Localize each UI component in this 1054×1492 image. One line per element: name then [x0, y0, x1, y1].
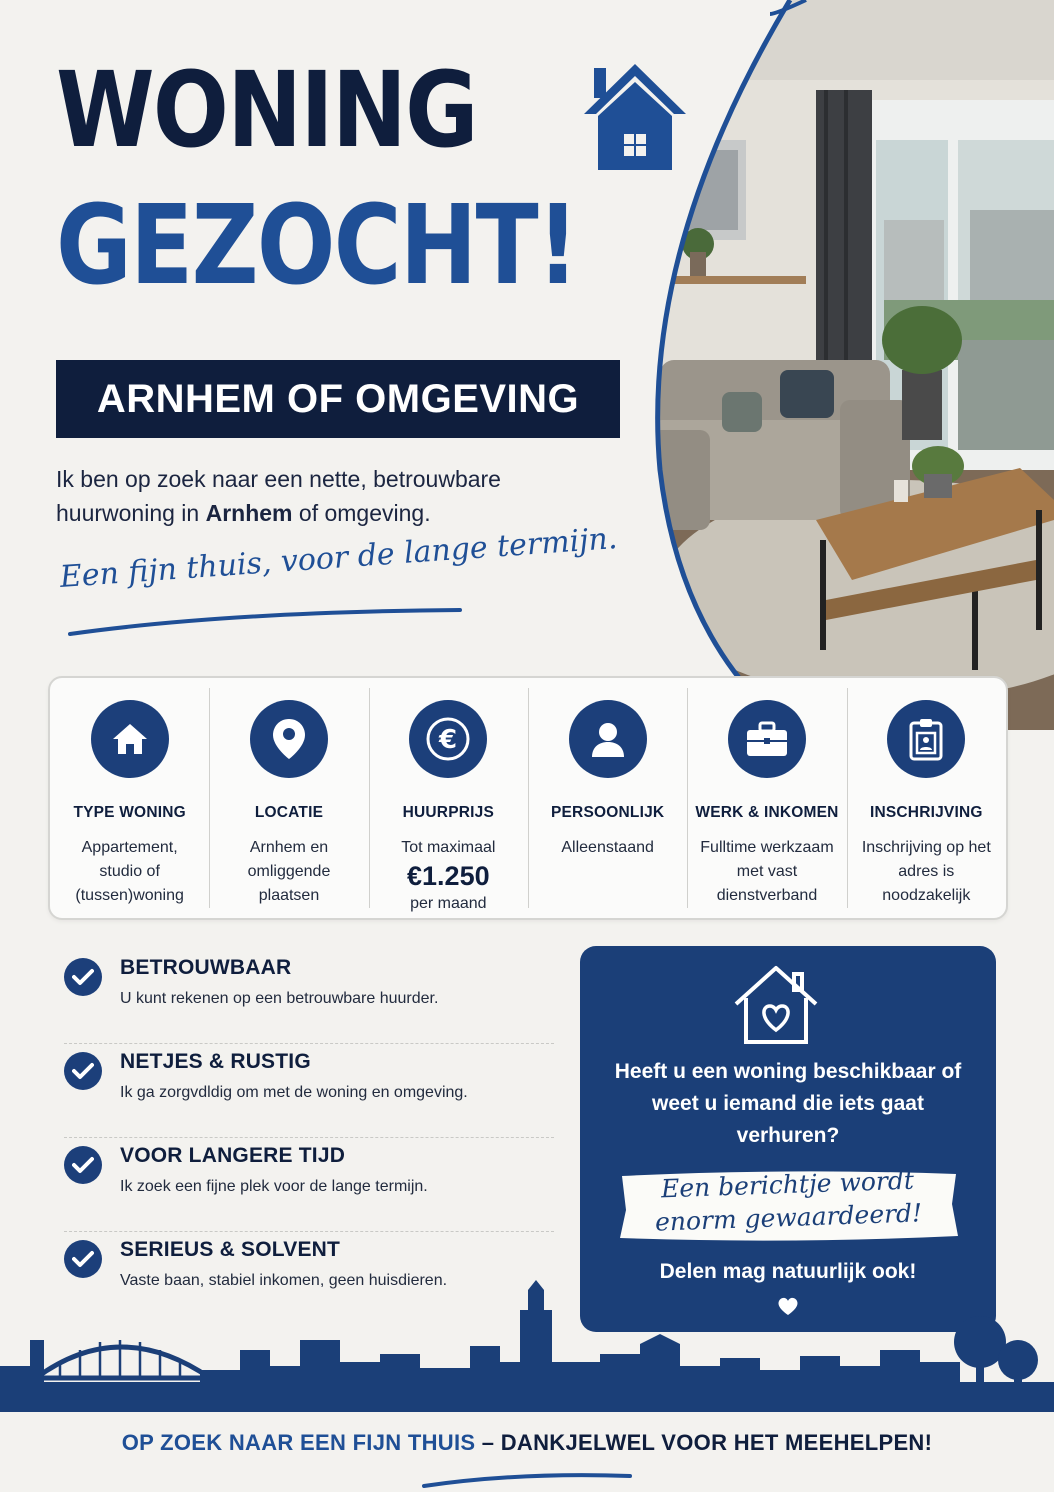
footer-text: [0, 1412, 1054, 1456]
footer: [0, 1412, 1054, 1492]
price-prefix: Tot maximaal: [401, 839, 496, 856]
info-body: Arnhem en omliggende plaatsen: [247, 839, 331, 904]
appreciation-line-2: enorm gewaardeerd!: [654, 1198, 923, 1237]
info-heading: TYPE WONING: [73, 804, 186, 821]
info-strip: [48, 676, 1008, 920]
list-item-title: VOOR LANGERE TIJD: [120, 1144, 346, 1167]
info-huurprijs: [369, 678, 528, 918]
info-type-woning: [50, 678, 209, 918]
svg-text:€: €: [439, 725, 458, 755]
list-item: [64, 1138, 554, 1232]
callout-question: Heeft u een woning beschikbaar of weet u iemand die iets gaat verhuren?: [614, 1060, 962, 1147]
list-item-text: Vaste baan, stabiel inkomen, geen huisdieren.: [120, 1272, 448, 1289]
info-heading: HUURPRIJS: [402, 804, 494, 821]
arnhem-skyline: [0, 1270, 1054, 1416]
list-item-title: BETROUWBAAR: [120, 956, 292, 979]
info-heading: LOCATIE: [254, 804, 324, 821]
home-icon: [91, 700, 169, 778]
house-logo-icon: [580, 60, 690, 172]
check-icon: [64, 1146, 102, 1184]
list-item-title: SERIEUS & SOLVENT: [120, 1238, 341, 1261]
title-woning: WONING: [56, 49, 477, 171]
euro-icon: [409, 700, 487, 778]
footer-part-1: OP ZOEK NAAR EEN FIJN THUIS: [121, 1430, 476, 1455]
info-heading: INSCHRIJVING: [869, 804, 983, 821]
info-persoonlijk: [528, 678, 687, 918]
info-body: Fulltime werkzaam met vast dienstverband: [700, 839, 834, 904]
house-heart-icon: [730, 964, 822, 1046]
tagline: Een fijn thuis, voor de lange termijn.: [58, 521, 619, 595]
price-suffix: per maand: [410, 895, 487, 912]
callout-appreciation: [615, 1162, 961, 1240]
intro-text: Ik ben op zoek naar een nette, betrouwbare huurwoning in Arnhem of omgeving.: [56, 466, 501, 526]
check-icon: [64, 1052, 102, 1090]
location-pin-icon: [250, 700, 328, 778]
list-item: [64, 1044, 554, 1138]
info-werk-inkomen: [687, 678, 846, 918]
list-item-title: NETJES & RUSTIG: [120, 1050, 311, 1073]
info-locatie: [209, 678, 368, 918]
list-item-text: Ik ga zorgvdldig om met de woning en omgeving.: [120, 1084, 468, 1101]
info-heading: WERK & INKOMEN: [695, 804, 839, 821]
list-item: [64, 950, 554, 1044]
clipboard-id-icon: [887, 700, 965, 778]
info-inschrijving: [847, 678, 1006, 918]
price-value: €1.250: [407, 861, 490, 891]
list-item-text: Ik zoek een fijne plek voor de lange termijn.: [120, 1178, 428, 1195]
footer-underline: [420, 1470, 634, 1490]
briefcase-icon: [728, 700, 806, 778]
info-body: Appartement, studio of (tussen)woning: [75, 839, 184, 904]
tagline-underline: [66, 606, 466, 640]
title-gezocht: GEZOCHT!: [56, 181, 578, 309]
appreciation-line-1: Een berichtje wordt: [660, 1165, 915, 1204]
person-icon: [569, 700, 647, 778]
info-heading: PERSOONLIJK: [550, 804, 665, 821]
location-banner: ARNHEM OF OMGEVING: [56, 360, 620, 438]
footer-part-2: – DANKJELWEL VOOR HET MEEHELPEN!: [475, 1430, 933, 1455]
check-icon: [64, 958, 102, 996]
list-item-text: U kunt rekenen op een betrouwbare huurder.: [120, 990, 439, 1007]
info-body: Alleenstaand: [561, 839, 654, 856]
info-body: [378, 836, 518, 916]
info-body: Inschrijving op het adres is noodzakelijk: [861, 839, 991, 904]
callout-share-text: Delen mag natuurlijk ook!: [659, 1260, 917, 1283]
